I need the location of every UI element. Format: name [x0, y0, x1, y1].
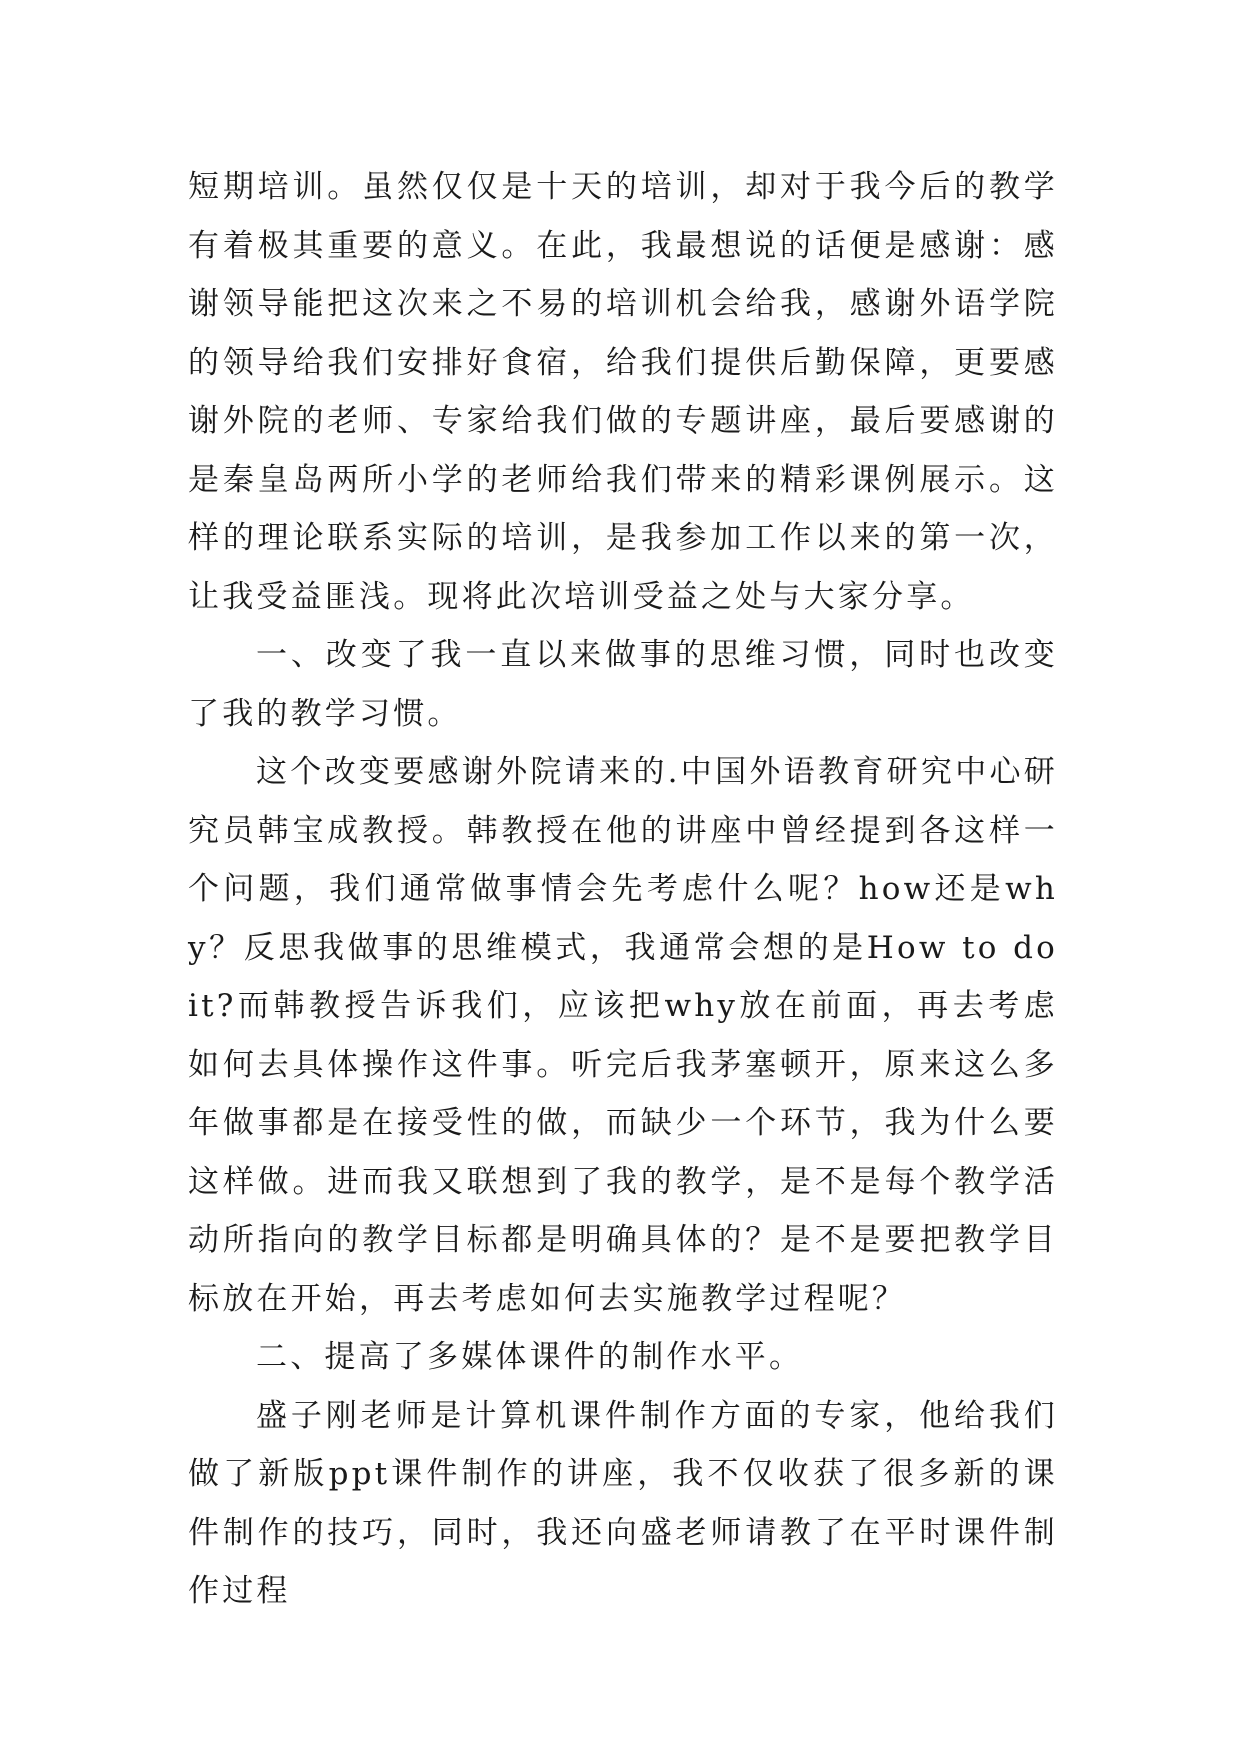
section-heading-2: 二、提高了多媒体课件的制作水平。	[256, 1339, 804, 1375]
paragraph-intro: 短期培训。虽然仅仅是十天的培训，却对于我今后的教学有着极其重要的意义。在此，我最想说的话便是感谢：感谢领导能把这次来之不易的培训机会给我，感谢外语学院的领导给我们安排好食宿，给我们提供后勤保障，更要感谢外院的老师、专家给我们做的专题讲座，最后要感谢的是秦皇岛两所小学的老师给我们带来的精彩课例展示。这样的理论联系实际的培训，是我参加工作以来的第一次，让我受益匪浅。现将此次培训受益之处与大家分享。	[188, 169, 1058, 615]
paragraph-body-2: 盛子刚老师是计算机课件制作方面的专家，他给我们做了新版ppt课件制作的讲座，我不仅收获了很多新的课件制作的技巧，同时，我还向盛老师请教了在平时课件制作过程	[188, 1397, 1058, 1609]
document-body	[188, 158, 1058, 1621]
section-heading-1: 一、改变了我一直以来做事的思维习惯，同时也改变了我的教学习惯。	[188, 637, 1058, 732]
paragraph-body-1: 这个改变要感谢外院请来的.中国外语教育研究中心研究员韩宝成教授。韩教授在他的讲座中曾经提到各这样一个问题，我们通常做事情会先考虑什么呢？how还是why？反思我做事的思维模式，我通常会想的是How to do it?而韩教授告诉我们，应该把why放在前面，再去考虑如何去具体操作这件事。听完后我茅塞顿开，原来这么多年做事都是在接受性的做，而缺少一个环节，我为什么要这样做。进而我又联想到了我的教学，是不是每个教学活动所指向的教学目标都是明确具体的？是不是要把教学目标放在开始，再去考虑如何去实施教学过程呢？	[188, 754, 1058, 1317]
